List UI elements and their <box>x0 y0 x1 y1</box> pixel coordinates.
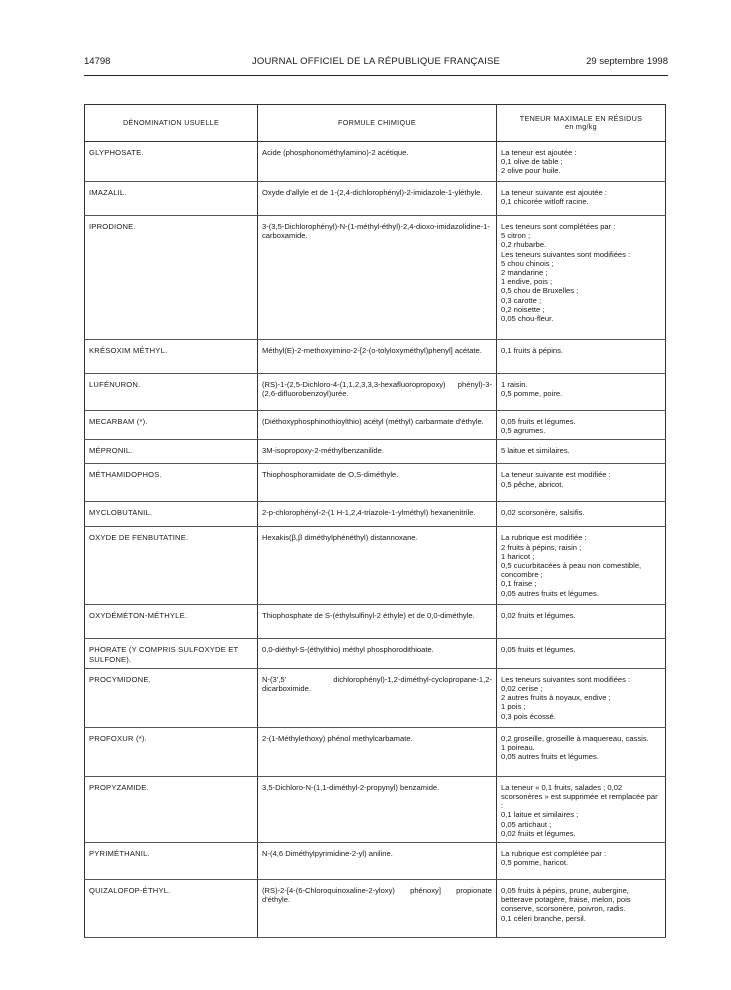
residue-limits <box>497 843 666 880</box>
residue-limits-table <box>84 104 666 938</box>
chemical-formula: Oxyde d'allyle et de 1-(2,4-dichlorophényl)-2-imidazole-1-yléthyle. <box>258 182 497 216</box>
chemical-formula: N-(3',5' dichlorophényl)-1,2-diméthyl-cyclopropane-1,2-dicarboximide. <box>258 668 497 727</box>
residue-line: 0,02 fruits et légumes. <box>501 611 576 621</box>
residue-line: Les teneurs sont complétées par : <box>501 222 616 231</box>
residue-line: 0,1 laitue et similaires ; <box>501 810 579 820</box>
residue-line: 5 chou chinois ; <box>501 258 554 268</box>
table-row <box>85 464 666 502</box>
residue-line: 1 haricot ; <box>501 551 535 561</box>
pesticide-name: PYRIMÉTHANIL. <box>85 843 258 880</box>
residue-line: 0,2 groseille, groseille à maquereau, cassis. <box>501 733 649 743</box>
chemical-formula: 0,0-diéthyl-S-(éthylthio) méthyl phosphorodithioate. <box>258 639 497 668</box>
residue-line: 0,2 rhubarbe. <box>501 240 547 250</box>
page-number: 14798 <box>84 56 111 67</box>
residue-limits <box>497 216 666 340</box>
pesticide-name: MYCLOBUTANIL. <box>85 502 258 527</box>
pesticide-name: PROCYMIDONE. <box>85 668 258 727</box>
pesticide-name: IPRODIONE. <box>85 216 258 340</box>
table-row <box>85 639 666 668</box>
pesticide-name: IMAZALIL. <box>85 182 258 216</box>
residue-limits <box>497 182 666 216</box>
residue-limits <box>497 880 666 938</box>
residue-line: Les teneurs suivantes sont modifiées : <box>501 249 631 259</box>
column-header-name: DÉNOMINATION USUELLE <box>85 105 258 142</box>
pesticide-name: OXYDE DE FENBUTATINE. <box>85 527 258 605</box>
publication-date: 29 septembre 1998 <box>586 56 668 67</box>
residue-line: 0,05 fruits et légumes. <box>501 417 576 426</box>
page-header <box>84 56 668 70</box>
chemical-formula: N-(4,6 Diméthylpyrimidine-2-yl) aniline. <box>258 843 497 880</box>
residue-limits <box>497 142 666 182</box>
table-row <box>85 843 666 880</box>
column-header-residues-unit: en mg/kg <box>565 122 597 131</box>
residue-line: 2 autres fruits à noyaux, endive ; <box>501 693 611 703</box>
pesticide-name: PROFOXUR (*). <box>85 727 258 776</box>
residue-line: La rubrique est modifiée : <box>501 533 587 543</box>
table-row <box>85 776 666 842</box>
residue-line: 5 laitue et similaires. <box>501 446 570 456</box>
residue-limits <box>497 440 666 464</box>
residue-line: 0,05 fruits à pépins, prune, aubergine, betterave potagère, fraise, melon, pois conserve, scorsonère, poivron, radis. <box>501 886 631 914</box>
residue-line: La teneur suivante est modifiée : <box>501 470 611 480</box>
residue-limits <box>497 502 666 527</box>
residue-line: 0,3 carotte ; <box>501 295 542 305</box>
header-rule <box>84 75 668 76</box>
chemical-formula: Thiophosphoramidate de O,S-diméthyle. <box>258 464 497 502</box>
chemical-formula: Acide (phosphonométhylamino)-2 acétique. <box>258 142 497 182</box>
residue-line: 0,02 cerise ; <box>501 684 543 694</box>
pesticide-name: MECARBAM (*). <box>85 411 258 440</box>
residue-line: La teneur est ajoutée : <box>501 148 577 157</box>
chemical-formula: (Diéthoxyphosphinothioylthio) acétyl (méthyl) carbarmate d'éthyle. <box>258 411 497 440</box>
column-header-residues <box>497 105 666 142</box>
residue-line: La teneur suivante est ajoutée : <box>501 188 607 197</box>
table-row <box>85 182 666 216</box>
residue-line: La rubrique est complétée par : <box>501 849 607 859</box>
residue-line: 0,05 autres fruits et légumes. <box>501 752 599 762</box>
residue-line: 0,1 fruits à pépins. <box>501 346 564 355</box>
table-row <box>85 440 666 464</box>
residue-line: 0,1 fraise ; <box>501 579 537 589</box>
residue-limits <box>497 668 666 727</box>
pesticide-name: QUIZALOFOP-ÉTHYL. <box>85 880 258 938</box>
chemical-formula: (RS)-1-(2,5-Dichloro-4-(1,1,2,3,3,3-hexafluoropropoxy) phényl)-3-(2,6-difluorobenzoyl)urée. <box>258 374 497 411</box>
residue-line: 0,5 pomme, poire. <box>501 389 563 399</box>
table-row <box>85 727 666 776</box>
residue-line: 0,05 artichaut ; <box>501 819 552 829</box>
chemical-formula: (RS)-2-[4-(6-Chloroquinoxaline-2-yloxy) phénoxy] propionate d'éthyle. <box>258 880 497 938</box>
residue-limits <box>497 527 666 605</box>
pesticide-name: KRÉSOXIM MÉTHYL. <box>85 340 258 374</box>
pesticide-name: MÉTHAMIDOPHOS. <box>85 464 258 502</box>
residue-line: 1 poireau. <box>501 743 535 753</box>
table-header-row <box>85 105 666 142</box>
table-row <box>85 502 666 527</box>
pesticide-name: PHORATE (Y COMPRIS SULFOXYDE ET SULFONE). <box>85 639 258 668</box>
residue-line: 0,5 pomme, haricot. <box>501 858 569 868</box>
chemical-formula: Hexakis(β,β diméthylphénéthyl) distannoxane. <box>258 527 497 605</box>
chemical-formula: 2-p-chlorophényl-2-(1 H-1,2,4-triazole-1-ylméthyl) hexanenitrile. <box>258 502 497 527</box>
chemical-formula: 2-(1-Méthylethoxy) phénol methylcarbamate. <box>258 727 497 776</box>
chemical-formula: Thiophosphate de S-(éthylsulfinyl-2 éthyle) et de 0,0-diméthyle. <box>258 605 497 639</box>
table-row <box>85 142 666 182</box>
pesticide-name: GLYPHOSATE. <box>85 142 258 182</box>
residue-line: 2 mandarine ; <box>501 268 548 278</box>
residue-line: 0,05 chou-fleur. <box>501 314 554 324</box>
residue-line: 1 pois ; <box>501 702 526 712</box>
residue-line: Les teneurs suivantes sont modifiées : <box>501 674 631 684</box>
residue-limits <box>497 776 666 842</box>
journal-title: JOURNAL OFFICIEL DE LA RÉPUBLIQUE FRANÇAISE <box>251 56 501 67</box>
residue-line: 0,1 céleri branche, persil. <box>501 913 586 923</box>
chemical-formula: 3M-isopropoxy-2-méthylbenzanilide. <box>258 440 497 464</box>
residue-line: 0,1 chicorée witloff racine. <box>501 197 589 207</box>
table-body <box>85 142 666 938</box>
pesticide-name: OXYDÉMÉTON-MÉTHYLE. <box>85 605 258 639</box>
residue-line: 0,02 scorsonère, salsifis. <box>501 508 585 518</box>
table-row <box>85 605 666 639</box>
residue-line: 0,5 agrumes. <box>501 426 546 436</box>
residue-limits <box>497 411 666 440</box>
residue-line: 1 endive, pois ; <box>501 277 553 287</box>
residue-line: 0,02 fruits et légumes. <box>501 828 576 838</box>
residue-line: 0,1 olive de table ; <box>501 157 563 167</box>
residue-line: 0,5 pêche, abricot. <box>501 479 564 489</box>
table-row <box>85 880 666 938</box>
residue-line: 5 citron ; <box>501 231 531 241</box>
pesticide-name: MÉPRONIL. <box>85 440 258 464</box>
residue-line: 2 olive pour huile. <box>501 166 561 176</box>
residue-line: 0,05 fruits et légumes. <box>501 645 576 655</box>
residue-line: La teneur « 0,1 fruits, salades ; 0,02 scorsonères » est supprimée et remplacée par : <box>501 782 658 811</box>
residue-line: 0,5 cucurbitacées à peau non comestible, concombre ; <box>501 561 642 580</box>
table-row <box>85 411 666 440</box>
pesticide-name: PROPYZAMIDE. <box>85 776 258 842</box>
residue-limits <box>497 639 666 668</box>
column-header-residues-title: TENEUR MAXIMALE EN RÉSIDUS <box>519 114 643 123</box>
table-row <box>85 668 666 727</box>
pesticide-name: LUFÉNURON. <box>85 374 258 411</box>
table-row <box>85 216 666 340</box>
chemical-formula: 3-(3,5-Dichlorophényl)-N-(1-méthyl-éthyl)-2,4-dioxo-imidazolidine-1-carboxamide. <box>258 216 497 340</box>
chemical-formula: Méthyl(E)-2-methoxyimino-2-[2-(o-tolyloxyméthyl)phenyl] acétate. <box>258 340 497 374</box>
residue-limits <box>497 727 666 776</box>
residue-line: 1 raisin. <box>501 380 528 389</box>
column-header-formula: FORMULE CHIMIQUE <box>258 105 497 142</box>
residue-line: 0,05 autres fruits et légumes. <box>501 588 599 598</box>
chemical-formula: 3,5-Dichloro-N-(1,1-diméthyl-2-propynyl) benzamide. <box>258 776 497 842</box>
residue-limits <box>497 340 666 374</box>
table-row <box>85 374 666 411</box>
residue-line: 0,3 pois écossé. <box>501 711 556 721</box>
residue-limits <box>497 374 666 411</box>
table-row <box>85 527 666 605</box>
table-row <box>85 340 666 374</box>
residue-limits <box>497 464 666 502</box>
residue-line: 0,2 noisette ; <box>501 304 545 314</box>
residue-limits <box>497 605 666 639</box>
residue-line: 0,5 chou de Bruxelles ; <box>501 286 579 296</box>
residue-line: 2 fruits à pépins, raisin ; <box>501 542 582 552</box>
